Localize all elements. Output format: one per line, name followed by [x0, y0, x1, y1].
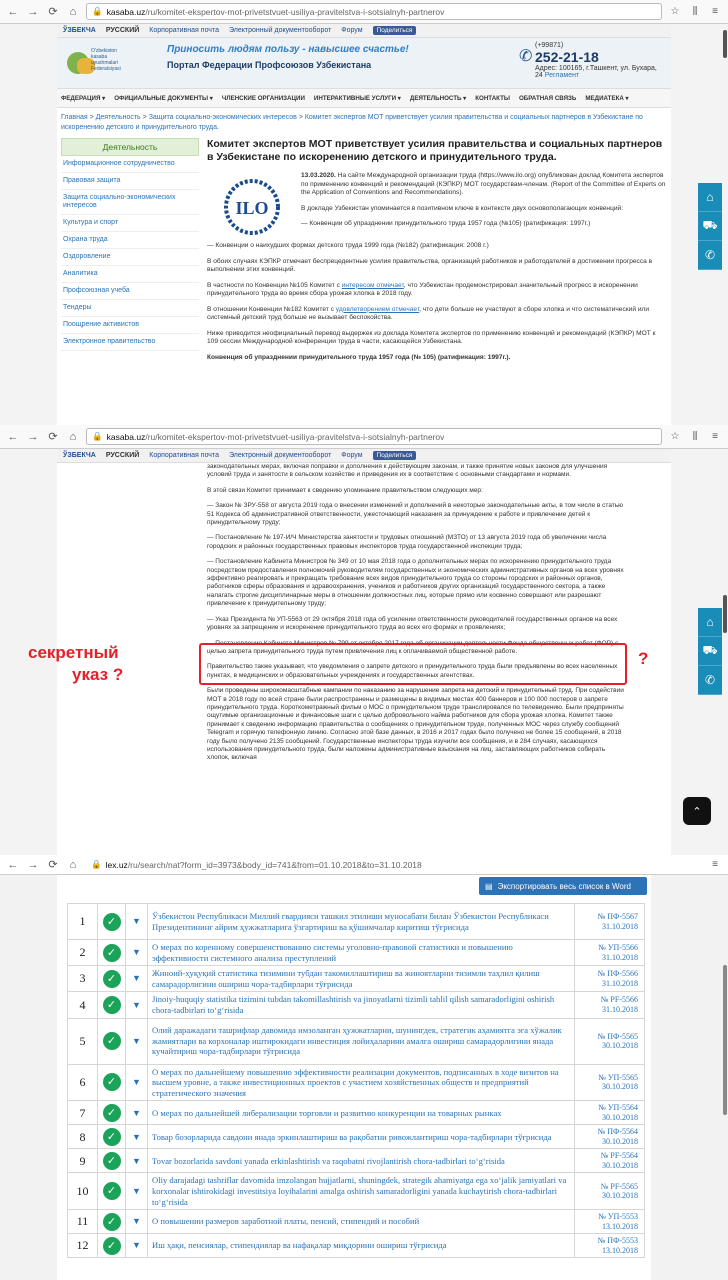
article: Комитет экспертов МОТ приветствует усилия правительства и социальных партнеров в Узбекистане по искоренению детского и принудительного труда. ILO 13.03.2020. На сайте Международной организации труда (https://www.ilo.org) опубликован доклад Комитета экспертов по применению конвенций и рекомендаций (КЭПКР) МОТ государствам-членам. (Report of the Committee of Experts on the Application of Conventions and Recommendations). В докладе Узбекистан упоминается в позитивном ключе в контексте двух основополагающих конвенций: — Конвенции об упразднении принудительного труда 1957 года (№105) (ратификация: 1997г.) — Конвенции о наихудших формах детского труда 1999 года (№182) (ратификация: 2008 г.) В обоих случаях КЭПКР отмечает беспрецедентные усилия правительства, организаций работников и работодателей в достижении прогресса в выполнении этих конвенций. В частности по Конвенции №105 Комитет с интересом отмечает, что Узбекистан продемонстрировал значительный прогресс в искоренении принудительного труда во время сбора урожая хлопка в 2018 году. В отношении Конвенции №182 Комитет с удовлетворением отмечает, что дети больше не участвуют в сборе хлопка и что систематический или системный детский труд больше не вызывает беспокойства. Ниже приводится неофициальный перевод выдержек из доклада Комитета экспертов по применению конвенций и рекомендаций (КЭПКР) МОТ к 109 сессии Международной конференции труда в части, касающейся Узбекистана. Конвенция об упразднении принудительного труда 1957 года (№ 105) (ратификация: 1997г.).: [207, 138, 666, 361]
breadcrumb: Главная > Деятельность > Защита социально-экономических интересов > Комитет экспертов МОТ приветствует усилия правительства и социальных партнеров в Узбекистане по искоренению детского и принудительного труда.: [61, 114, 643, 131]
sidebar-item[interactable]: Тендеры: [61, 300, 199, 317]
menu-item-feedback[interactable]: ОБРАТНАЯ СВЯЗЬ: [518, 94, 577, 102]
document-number[interactable]: № ПФ-5566 31.10.2018: [575, 966, 645, 992]
bookmark-star-icon[interactable]: ☆: [670, 6, 680, 17]
lock-icon: 🔒: [92, 431, 103, 441]
library-icon[interactable]: ⫼: [692, 431, 698, 442]
document-title-link[interactable]: Ўзбекистон Республикаси Миллий гвардияси ташкил этилиши муносабати билан Ўзбекистон Республикаси Президентининг айрим ҳужжатларига ўзгартириш ва қўшимчалар киритиш тўғрисида: [148, 904, 575, 940]
menu-icon[interactable]: ≡: [712, 859, 718, 870]
table-row[interactable]: [68, 1234, 645, 1258]
forum-link[interactable]: Форум: [341, 27, 363, 34]
document-title-link[interactable]: О мерах по дальнейшей либерализации торговли и развитию конкуренции на товарных рынках: [148, 1101, 575, 1125]
document-number[interactable]: № УП-5564 30.10.2018: [575, 1101, 645, 1125]
interest-link[interactable]: интересом отмечает: [341, 281, 404, 289]
table-row[interactable]: [68, 1125, 645, 1149]
row-number: 3: [68, 966, 98, 992]
expand-arrow-icon[interactable]: ▼: [126, 1210, 148, 1234]
top-strip: [57, 449, 671, 463]
status-check-icon: ✓: [98, 1149, 126, 1173]
crumb-current[interactable]: Комитет экспертов МОТ приветствует усилия правительства и социальных партнеров в Узбекистане по искоренению детского и принудительного труда.: [61, 114, 643, 131]
table-row[interactable]: [68, 1018, 645, 1064]
federation-logo[interactable]: O'zbekiston kasaba uyushmalari Federatsiyasi: [65, 44, 129, 82]
crumb-activity[interactable]: Деятельность: [95, 114, 141, 121]
row-number: 7: [68, 1101, 98, 1125]
document-title-link[interactable]: О мерах по коренному совершенствованию системы уголовно-правовой статистики и повышению эффективности системного анализа преступлений: [148, 940, 575, 966]
lock-icon: 🔒: [92, 6, 103, 16]
expand-arrow-icon[interactable]: ▼: [126, 904, 148, 940]
row-number: 5: [68, 1018, 98, 1064]
status-check-icon: ✓: [98, 940, 126, 966]
document-title-link[interactable]: Tovar bozorlarida savdoni yanada erkinlashtirish va raqobatni rivojlantirish chora-tadbirlari to‘g‘risida: [148, 1149, 575, 1173]
address-bar[interactable]: 🔒 kasaba.uz/ru/komitet-ekspertov-mot-privetstvuet-usiliya-pravitelstva-i-sotsialnyh-partnerov: [86, 428, 662, 445]
reglament-link[interactable]: Регламент: [544, 72, 580, 79]
status-check-icon: ✓: [98, 1125, 126, 1149]
table-row[interactable]: [68, 940, 645, 966]
document-title-link[interactable]: О мерах по дальнейшему повышению эффективности реализации документов, подписанных в ходе визитов на высшем уровне, а также инвестиционных проектов с участием хозяйственных обществ и предприятий стратегического значения: [148, 1064, 575, 1101]
share-button[interactable]: Поделиться: [373, 26, 417, 35]
annotation-question-mark: ?: [638, 649, 649, 668]
menu-item-activity[interactable]: ДЕЯТЕЛЬНОСТЬ ▾: [409, 94, 467, 102]
article-title: Комитет экспертов МОТ приветствует усилия правительства и социальных партнеров в Узбекистане по искоренению детского и принудительного труда.: [207, 138, 663, 163]
sidebar-title: Деятельность: [61, 138, 199, 156]
phone-icon: ✆: [519, 48, 533, 65]
menu-icon[interactable]: ≡: [712, 6, 718, 17]
document-number[interactable]: № ПФ-5553 13.10.2018: [575, 1234, 645, 1258]
menu-item-federation[interactable]: ФЕДЕРАЦИЯ ▾: [61, 94, 106, 102]
expand-arrow-icon[interactable]: ▼: [126, 1173, 148, 1210]
forward-icon[interactable]: →: [27, 5, 39, 18]
table-row[interactable]: [68, 1149, 645, 1173]
share-button[interactable]: Поделиться: [373, 451, 417, 460]
menu-item-member-orgs[interactable]: ЧЛЕНСКИЕ ОРГАНИЗАЦИИ: [221, 94, 305, 102]
portal-title: Портал Федерации Профсоюзов Узбекистана: [167, 60, 372, 70]
address-bar[interactable]: 🔒 kasaba.uz/ru/komitet-ekspertov-mot-privetstvuet-usiliya-pravitelstva-i-sotsialnyh-partnerov: [86, 3, 662, 20]
contact-block: ✆ (+99871) 252-21-18 Адрес: 100165, г.Ташкент, ул. Бухара, 24 Регламент: [519, 42, 657, 79]
highlight-box: [199, 643, 627, 685]
home-float-icon[interactable]: ⌂: [698, 183, 722, 212]
sidebar-item[interactable]: Поощрение активистов: [61, 317, 199, 334]
expand-arrow-icon[interactable]: ▼: [126, 1101, 148, 1125]
row-number: 10: [68, 1173, 98, 1210]
document-number[interactable]: № ПФ-5567 31.10.2018: [575, 904, 645, 940]
sidebar: [61, 138, 199, 369]
floating-contact-bar: [698, 608, 722, 695]
sidebar-item[interactable]: Аналитика: [61, 266, 199, 283]
forward-icon[interactable]: →: [27, 430, 39, 443]
main-menu: [57, 88, 671, 108]
reload-icon[interactable]: ⟳: [48, 6, 58, 18]
document-title-link[interactable]: Олий даражадаги ташрифлар давомида имзоланган ҳужжатларни, шунингдек, стратегик аҳамиятга эга хўжалик жамиятлари ва корхоналар иштирокидаги инвестиция лойиҳаларини амалга ошириш самарадорлигини янада кучайтириш чора-тадбирлари тўғрисида: [148, 1018, 575, 1064]
expand-arrow-icon[interactable]: ▼: [126, 966, 148, 992]
crumb-protection[interactable]: Защита социально-экономических интересов: [148, 114, 297, 121]
phone-float-icon[interactable]: ✆: [698, 666, 722, 695]
floating-contact-bar: [698, 183, 722, 270]
lock-icon: 🔒: [91, 859, 102, 869]
menu-item-official-docs[interactable]: ОФИЦИАЛЬНЫЕ ДОКУМЕНТЫ ▾: [114, 94, 213, 102]
bookmark-star-icon[interactable]: ☆: [670, 431, 680, 442]
lang-uz[interactable]: ЎЗБЕКЧА: [63, 27, 96, 34]
table-row[interactable]: [68, 1210, 645, 1234]
home-icon[interactable]: ⌂: [69, 858, 77, 871]
sidebar-item[interactable]: Охрана труда: [61, 232, 199, 249]
table-row[interactable]: [68, 992, 645, 1018]
expand-arrow-icon[interactable]: ▼: [126, 1149, 148, 1173]
document-number[interactable]: № УП-5553 13.10.2018: [575, 1210, 645, 1234]
row-number: 8: [68, 1125, 98, 1149]
document-title-link[interactable]: О повышении размеров заработной платы, пенсий, стипендий и пособий: [148, 1210, 575, 1234]
sidebar-item[interactable]: Культура и спорт: [61, 215, 199, 232]
screenshot-kasaba-top: [0, 0, 728, 425]
home-icon[interactable]: ⌂: [69, 430, 77, 443]
expand-arrow-icon[interactable]: ▼: [126, 1234, 148, 1258]
scrollbar[interactable]: [723, 30, 727, 58]
article-date: 13.03.2020.: [301, 172, 336, 179]
ilo-logo-icon: [217, 176, 287, 238]
lang-ru[interactable]: РУССКИЙ: [105, 452, 140, 459]
kasaba-page: [57, 24, 671, 425]
expand-arrow-icon[interactable]: ▼: [126, 940, 148, 966]
back-icon[interactable]: ←: [7, 430, 19, 443]
sidebar-item[interactable]: Оздоровление: [61, 249, 199, 266]
browser-toolbar: [0, 855, 728, 875]
expand-arrow-icon[interactable]: ▼: [126, 1125, 148, 1149]
reload-icon[interactable]: ⟳: [48, 431, 58, 443]
status-check-icon: ✓: [98, 1018, 126, 1064]
expand-arrow-icon[interactable]: ▼: [126, 992, 148, 1018]
mail-link[interactable]: Корпоративная почта: [149, 452, 219, 459]
browser-toolbar: [0, 425, 728, 449]
home-float-icon[interactable]: ⌂: [698, 608, 722, 637]
slogan: Приносить людям пользу - навысшее счастье!: [167, 44, 409, 55]
sidebar-item[interactable]: Правовая защита: [61, 173, 199, 190]
lang-ru[interactable]: РУССКИЙ: [105, 27, 140, 34]
lex-results-page: [57, 875, 651, 1280]
scroll-to-top-button[interactable]: ⌃: [683, 797, 711, 825]
mail-link[interactable]: Корпоративная почта: [149, 27, 219, 34]
expand-arrow-icon[interactable]: ▼: [126, 1018, 148, 1064]
document-number[interactable]: № ПФ-5564 30.10.2018: [575, 1125, 645, 1149]
home-icon[interactable]: ⌂: [69, 5, 77, 18]
menu-item-services[interactable]: ИНТЕРАКТИВНЫЕ УСЛУГИ ▾: [313, 94, 401, 102]
status-check-icon: ✓: [98, 1101, 126, 1125]
table-row[interactable]: [68, 904, 645, 940]
back-icon[interactable]: ←: [7, 5, 19, 18]
menu-item-contacts[interactable]: КОНТАКТЫ: [475, 94, 510, 102]
row-number: 2: [68, 940, 98, 966]
word-icon: ▤: [485, 881, 493, 891]
status-check-icon: ✓: [98, 1064, 126, 1101]
document-title-link[interactable]: Жиноий-ҳуқуқий статистика тизимини тубдан такомиллаштириш ва жиноятларни тизимли таҳлил қилиш самарадорлигини ошириш чора-тадбирлари тўғрисида: [148, 966, 575, 992]
row-number: 1: [68, 904, 98, 940]
row-number: 11: [68, 1210, 98, 1234]
phone-float-icon[interactable]: ✆: [698, 241, 722, 270]
browser-toolbar: [0, 0, 728, 24]
document-title-link[interactable]: Товар бозорларида савдони янада эркинлаштириш ва рақобатни ривожлантириш чора-тадбирлари тўғрисида: [148, 1125, 575, 1149]
table-row[interactable]: [68, 1101, 645, 1125]
status-check-icon: ✓: [98, 992, 126, 1018]
library-icon[interactable]: ⫼: [692, 6, 698, 17]
status-check-icon: ✓: [98, 904, 126, 940]
sidebar-item[interactable]: Профсоюзная учеба: [61, 283, 199, 300]
table-row[interactable]: [68, 1064, 645, 1101]
sidebar-item[interactable]: Защита социально-экономических интересов: [61, 190, 199, 215]
document-title-link[interactable]: Иш ҳақи, пенсиялар, стипендиялар ва нафақалар миқдорини ошириш тўғрисида: [148, 1234, 575, 1258]
truck-icon[interactable]: ⛟: [698, 637, 722, 666]
document-number[interactable]: № PF-5566 31.10.2018: [575, 992, 645, 1018]
annotation-text-line1: секретный: [28, 643, 119, 662]
document-number[interactable]: № ПФ-5565 30.10.2018: [575, 1018, 645, 1064]
sidebar-item[interactable]: Информационное сотрудничество: [61, 156, 199, 173]
screenshot-lex-search: [0, 855, 728, 1280]
article-continued: законодательных мерах, включая поправки и дополнения к действующим законам, и также принятие новых законов для улучшения условий труда и занятости в сельском хозяйстве и приведения их в соответствие с основными стандартами и нормами. В этой связи Комитет принимает к сведению упоминание правительством следующих мер: — Закон № ЗРУ-558 от августа 2019 года о внесении изменений и дополнений в некоторые законодательные акты, в том числе в статью 51 Кодекса об административной ответственности, ужесточающий наказания за принуждение к работе и привлечение детей к принудительному труду; — Постановление № 197-И/Ч Министерства занятости и трудовых отношений (МЗТО) от 13 августа 2019 года об увеличении числа городских и районных государственных правовых инспекторов труда государственной инспекции труда; — Постановление Кабинета Министров № 349 от 10 мая 2018 года о дополнительных мерах по искоренению принудительного труда посредством предоставления полномочий руководителям государственных и экономических административных органов на всех уровнях эффективно реагировать и прекращать требование всех видов принудительного труда со стороны городских и районных органов, работников сферы образования и здравоохранения, учеников и работников других организаций государственного сектора, а также налагать строгие дисциплинарные меры в отношении должностных лиц, которые прямо или косвенно совершают или разрешают привлечение к принудительному труду; — Указ Президента № УП-5563 от 29 октября 2018 года об усилении ответственности руководителей государственных органов на всех уровнях за запрещение и искоренение принудительного труда во всех его формах и проявлениях; — Постановление Кабинета Министров № 799 от октября 2017 года об организации деятельности Фонда общественных работ (ФОР) с целью запрета принудительного труда путем привлечения лиц к оплачиваемой общественной работе. Правительство также указывает, что уведомления о запрете детского и принудительного труда были предъявлены во всех населенных пунктах, в медицинских и образовательных учреждениях и государственных агентствах. Были проведены широкомасштабные кампании по наказанию за нарушение запрета на детский и принудительный труд. При содействии МОТ в 2018 году по всей стране были распространены и размещены в видимых местах 400 баннеров и 100 000 постеров о запрете принудительного труда. Короткометражный фильм о МОС о принудительном труде транслировался по телевидению. Были предприняты ощутимые организационные и финансовые шаги с целью добровольного найма работников для сбора урожая хлопка. Комитет также принимает к сведению информацию правительства о сообщениях о принудительном труде, полученных МОС через службу сообщений Telegram и горячую телефонную линию. Согласно этой базе данных, в 2016 и 2017 годах было получено не более 15 сообщений, в 2018 году было получено 2135 сообщений. Государственные инспекторы труда изучили все сообщения, и в 284 случаях, касающихся использования принудительного труда, были наложены административные взыскания на лиц, заставляющих работников собирать хлопок, включая: [207, 463, 627, 770]
row-number: 12: [68, 1234, 98, 1258]
export-word-button[interactable]: ▤ Экспортировать весь список в Word: [479, 877, 647, 895]
table-row[interactable]: [68, 966, 645, 992]
truck-icon[interactable]: ⛟: [698, 212, 722, 241]
row-number: 4: [68, 992, 98, 1018]
table-row[interactable]: [68, 1173, 645, 1210]
document-number[interactable]: № УП-5566 31.10.2018: [575, 940, 645, 966]
lang-uz[interactable]: ЎЗБЕКЧА: [63, 452, 96, 459]
reload-icon[interactable]: ⟳: [48, 859, 58, 871]
address-bar[interactable]: 🔒 lex.uz/ru/search/nat?form_id=3973&body_id=741&from=01.10.2018&to=31.10.2018: [86, 856, 702, 873]
back-icon[interactable]: ←: [7, 858, 19, 871]
docs-link[interactable]: Электронный документооборот: [228, 452, 332, 459]
scrollbar[interactable]: [723, 595, 727, 633]
document-title-link[interactable]: Oliy darajadagi tashriflar davomida imzolangan hujjatlarni, shuningdek, strategik ahamiyatga ega xo‘jalik jamiyatlari va korxonalar ishtirokidagi investitsiya loyihalarini amalga oshirish samaradorligini yanada kuchaytirish chora-tadbirlari to‘g‘risida: [148, 1173, 575, 1210]
annotation-text-line2: указ ?: [72, 665, 124, 684]
row-number: 6: [68, 1064, 98, 1101]
menu-icon[interactable]: ≡: [712, 431, 718, 442]
document-title-link[interactable]: Jinoiy-huquqiy statistika tizimini tubdan takomillashtirish va jinoyatlarni tizimli tahlil qilish samaradorligini oshirish chora-tadbirlari to‘g‘risida: [148, 992, 575, 1018]
status-check-icon: ✓: [98, 1234, 126, 1258]
status-check-icon: ✓: [98, 1173, 126, 1210]
document-number[interactable]: № PF-5564 30.10.2018: [575, 1149, 645, 1173]
row-number: 9: [68, 1149, 98, 1173]
status-check-icon: ✓: [98, 966, 126, 992]
crumb-home[interactable]: Главная: [61, 114, 88, 121]
results-table: [67, 903, 645, 1258]
document-number[interactable]: № PF-5565 30.10.2018: [575, 1173, 645, 1210]
top-strip: [57, 24, 671, 38]
expand-arrow-icon[interactable]: ▼: [126, 1064, 148, 1101]
highlighted-decree: — Указ Президента № УП-5563 от 29 октября 2018 года об усилении ответственности руководителей государственных органов на всех уровнях за запрещение и искоренение принудительного труда во всех его формах и проявлениях;: [207, 615, 618, 632]
svg-text:ILO: ILO: [235, 198, 269, 218]
satisfaction-link[interactable]: удовлетворением отмечает: [335, 305, 420, 313]
document-number[interactable]: № УП-5565 30.10.2018: [575, 1064, 645, 1101]
site-header: [57, 38, 671, 88]
sidebar-item[interactable]: Электронное правительство: [61, 334, 199, 351]
forum-link[interactable]: Форум: [341, 452, 363, 459]
scrollbar[interactable]: [723, 965, 727, 1115]
docs-link[interactable]: Электронный документооборот: [228, 27, 332, 34]
menu-item-media[interactable]: МЕДИАТЕКА ▾: [585, 94, 629, 102]
status-check-icon: ✓: [98, 1210, 126, 1234]
screenshot-kasaba-scrolled: [0, 425, 728, 855]
forward-icon[interactable]: →: [27, 858, 39, 871]
